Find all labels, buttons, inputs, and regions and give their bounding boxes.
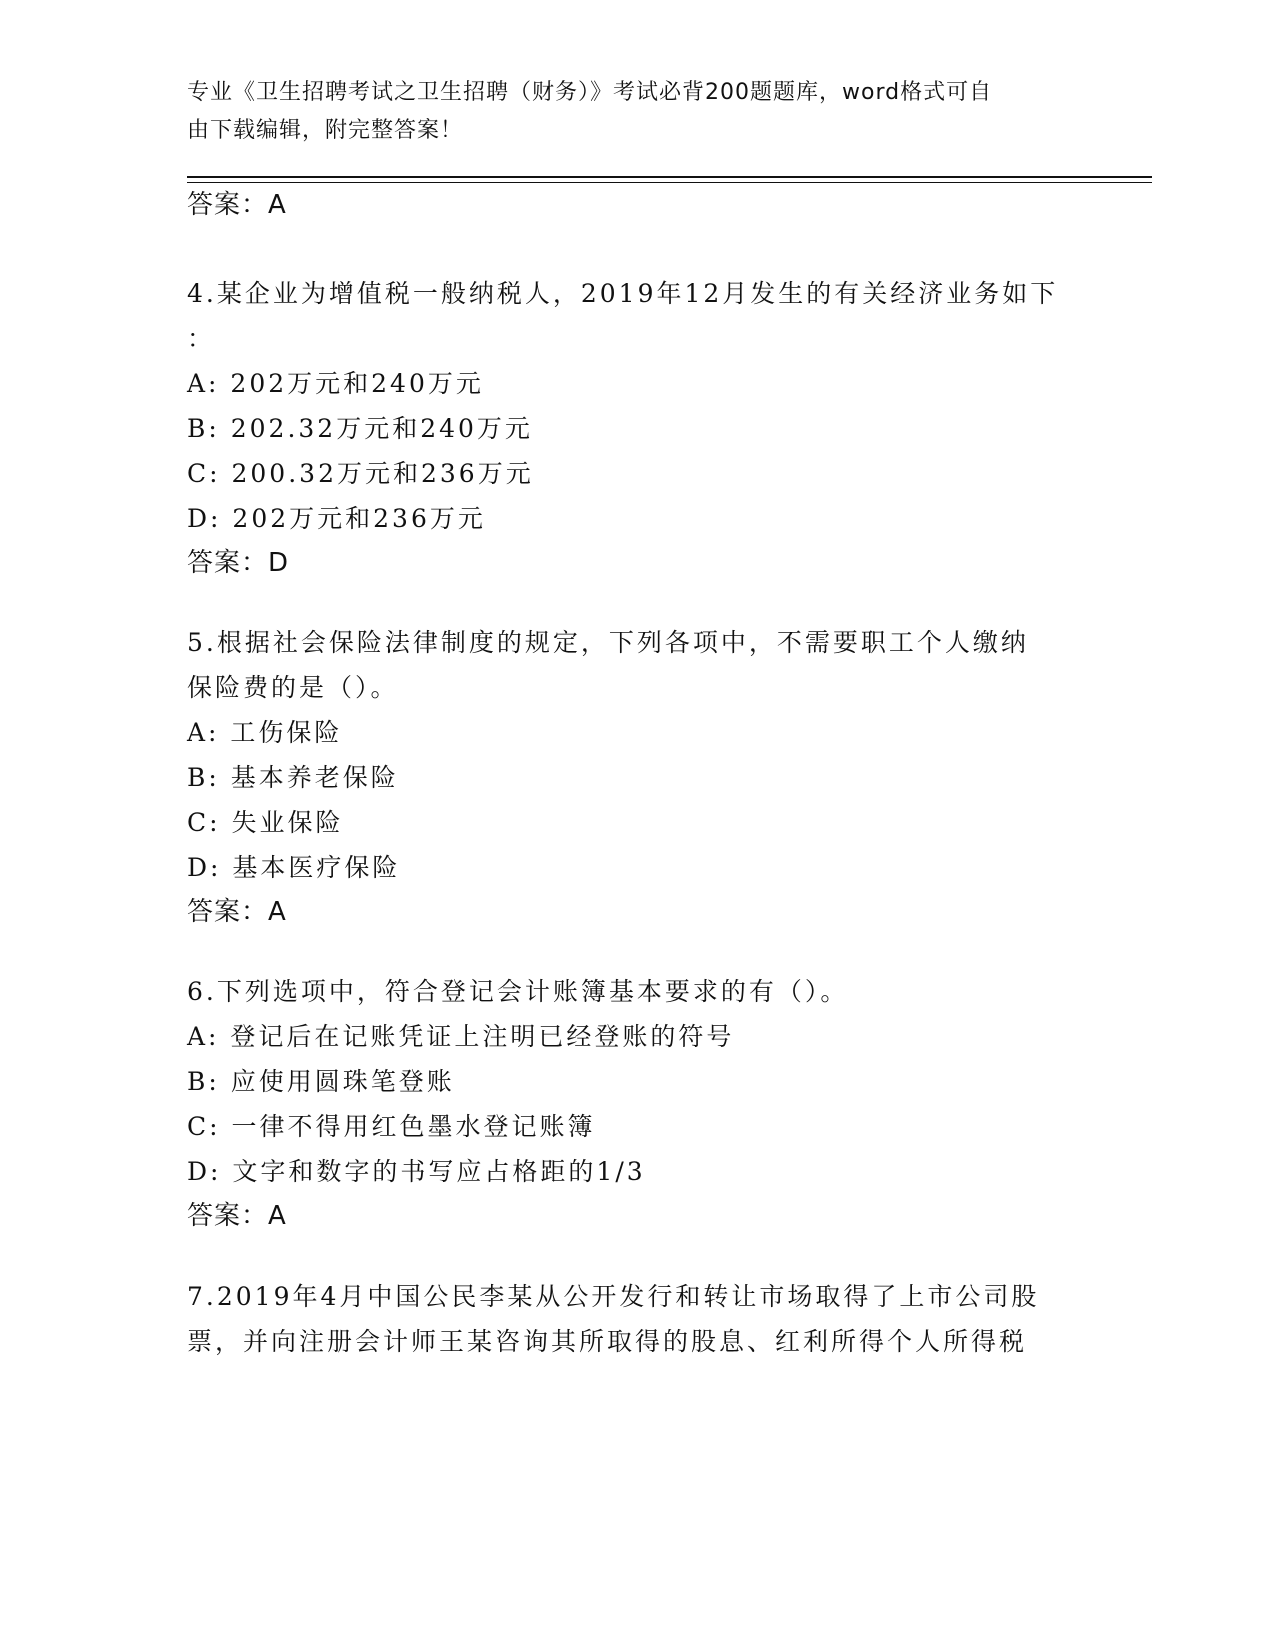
option-c: C: 失业保险 xyxy=(187,808,344,837)
option-b: B: 基本养老保险 xyxy=(187,763,399,792)
question-stem: 5.根据社会保险法律制度的规定，下列各项中，不需要职工个人缴纳 xyxy=(187,628,1029,657)
question-4 xyxy=(187,271,1107,586)
answer-label: 答案：A xyxy=(187,897,287,927)
question-5 xyxy=(187,620,1107,935)
header-line-2: 由下载编辑，附完整答案！ xyxy=(187,118,464,143)
question-stem: ： xyxy=(187,324,216,353)
question-stem: 6.下列选项中，符合登记会计账簿基本要求的有（）。 xyxy=(187,977,849,1006)
option-b: B: 202.32万元和240万元 xyxy=(187,414,533,443)
question-stem: 4.某企业为增值税一般纳税人，2019年12月发生的有关经济业务如下 xyxy=(187,279,1059,308)
question-stem: 保险费的是（）。 xyxy=(187,673,399,702)
option-a: A: 202万元和240万元 xyxy=(187,369,484,398)
question-stem: 7.2019年4月中国公民李某从公开发行和转让市场取得了上市公司股 xyxy=(187,1282,1040,1311)
previous-answer-block xyxy=(187,183,1107,228)
option-d: D: 文字和数字的书写应占格距的1/3 xyxy=(187,1157,646,1186)
document-header xyxy=(187,74,1087,150)
question-stem: 票，并向注册会计师王某咨询其所取得的股息、红利所得个人所得税 xyxy=(187,1327,1028,1356)
option-c: C: 200.32万元和236万元 xyxy=(187,459,534,488)
answer-label: 答案：D xyxy=(187,548,290,578)
option-d: D: 202万元和236万元 xyxy=(187,504,486,533)
header-divider-thick xyxy=(187,176,1152,178)
option-d: D: 基本医疗保险 xyxy=(187,853,401,882)
header-line-1: 专业《卫生招聘考试之卫生招聘（财务）》考试必背200题题库，word格式可自 xyxy=(187,80,993,105)
question-6 xyxy=(187,969,1107,1239)
answer-label: 答案：A xyxy=(187,1201,287,1231)
question-7 xyxy=(187,1274,1107,1364)
option-a: A: 工伤保险 xyxy=(187,718,343,747)
option-c: C: 一律不得用红色墨水登记账簿 xyxy=(187,1112,596,1141)
answer-label: 答案：A xyxy=(187,190,287,220)
option-b: B: 应使用圆珠笔登账 xyxy=(187,1067,455,1096)
option-a: A: 登记后在记账凭证上注明已经登账的符号 xyxy=(187,1022,735,1051)
